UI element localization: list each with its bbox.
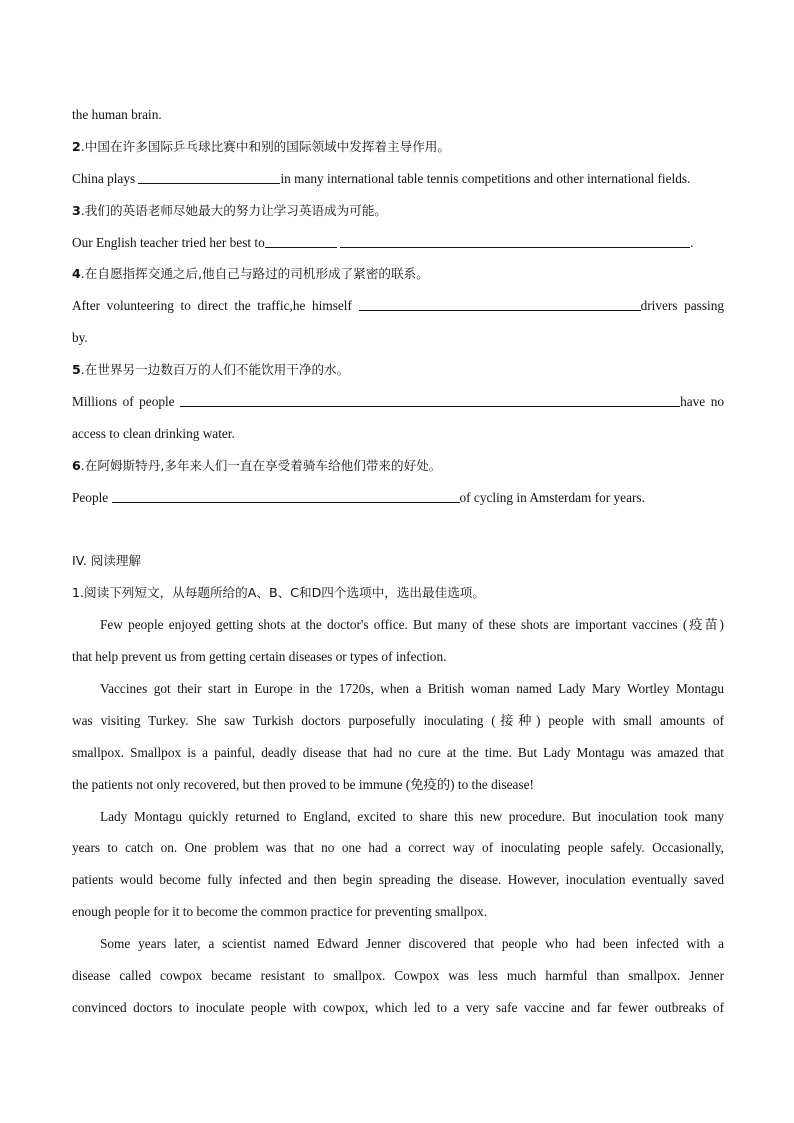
item-3-english: Our English teacher tried her best to . xyxy=(72,234,694,250)
passage-line: years to catch on. One problem was that no one had a correct way of inoculating people safely. Occasionally, xyxy=(72,840,724,856)
passage-line: the patients not only recovered, but then proved to be immune (免疫的) to the disease! xyxy=(72,776,534,792)
answer-blank[interactable] xyxy=(359,298,641,311)
answer-blank[interactable] xyxy=(265,235,337,248)
item-number: 3 xyxy=(72,202,81,218)
item-2-chinese: 2.中国在许多国际乒乓球比赛中和别的国际领域中发挥着主导作用。 xyxy=(72,138,450,154)
passage-line: disease called cowpox became resistant to smallpox. Cowpox was less much harmful than smallpox. Jenner xyxy=(72,968,724,984)
item-5-english: Millions of people have no xyxy=(72,394,724,410)
answer-blank[interactable] xyxy=(180,394,680,407)
item-5-chinese: 5.在世界另一边数百万的人们不能饮用干净的水。 xyxy=(72,362,350,378)
passage-line: enough people for it to become the common practice for preventing smallpox. xyxy=(72,904,488,920)
continuation-line: the human brain. xyxy=(72,107,162,122)
item-6-english: People of cycling in Amsterdam for years. xyxy=(72,489,645,505)
answer-blank[interactable] xyxy=(340,235,690,248)
passage-line: patients would become fully infected and then begin spreading the disease. However, inoculation eventually saved xyxy=(72,872,724,888)
answer-blank[interactable] xyxy=(112,490,460,503)
item-6-chinese: 6.在阿姆斯特丹,多年来人们一直在享受着骑车给他们带来的好处。 xyxy=(72,457,442,473)
item-number: 2 xyxy=(72,138,81,154)
section-heading: IV. 阅读理解 xyxy=(72,553,142,569)
passage-line: convinced doctors to inoculate people with cowpox, which led to a very safe vaccine and far fewer outbreaks of xyxy=(72,999,724,1015)
item-2-english: China plays in many international table tennis competitions and other international fields. xyxy=(72,170,691,186)
passage-line: Some years later, a scientist named Edward Jenner discovered that people who had been infected with a xyxy=(100,936,724,952)
passage-line: Vaccines got their start in Europe in the 1720s, when a British woman named Lady Mary Wortley Montagu xyxy=(100,681,724,697)
reading-instruction: 1.阅读下列短文，从每题所给的A、B、C和D四个选项中，选出最佳选项。 xyxy=(72,585,485,601)
passage-line: that help prevent us from getting certain diseases or types of infection. xyxy=(72,649,447,665)
item-4-continuation: by. xyxy=(72,330,88,346)
answer-blank[interactable] xyxy=(138,171,280,184)
item-number: 4 xyxy=(72,266,81,282)
item-number: 5 xyxy=(72,362,81,378)
item-3-chinese: 3.我们的英语老师尽她最大的努力让学习英语成为可能。 xyxy=(72,202,388,218)
item-4-english: After volunteering to direct the traffic,he himself drivers passing xyxy=(72,298,724,314)
passage-line: Few people enjoyed getting shots at the doctor's office. But many of these shots are important vaccines (疫苗) xyxy=(100,617,724,633)
section-gap xyxy=(72,514,724,546)
passage-line: was visiting Turkey. She saw Turkish doctors purposefully inoculating (接种) people with small amounts of xyxy=(72,712,724,728)
passage-line: Lady Montagu quickly returned to England, excited to share this new procedure. But inoculation took many xyxy=(100,808,724,824)
item-5-continuation: access to clean drinking water. xyxy=(72,425,235,441)
page-content xyxy=(72,99,724,1024)
item-4-chinese: 4.在自愿指挥交通之后,他自己与路过的司机形成了紧密的联系。 xyxy=(72,266,429,282)
item-number: 6 xyxy=(72,457,81,473)
passage-line: smallpox. Smallpox is a painful, deadly disease that had no cure at the time. But Lady Montagu was amazed that xyxy=(72,744,724,760)
